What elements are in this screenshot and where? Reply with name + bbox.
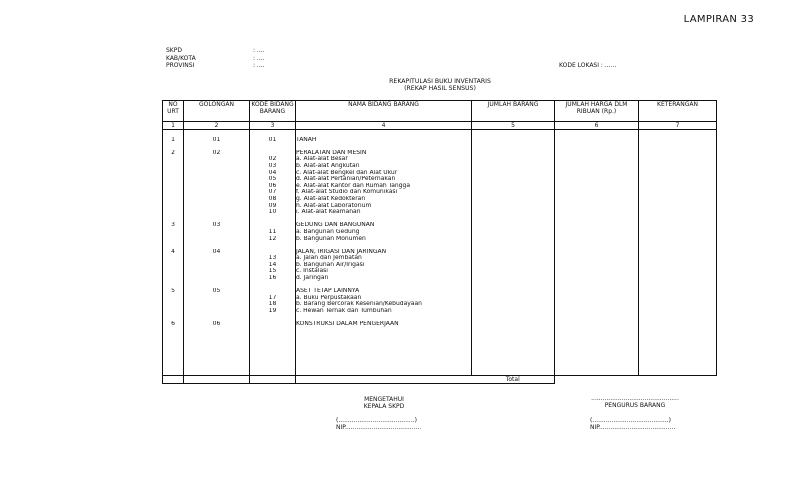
table-row-no <box>163 268 183 275</box>
table-row-nama: f. Alat-alat Studio dan Komunikasi <box>296 189 398 196</box>
table-row-gol <box>184 236 249 243</box>
table-row-no <box>163 156 183 163</box>
table-row-kode <box>250 315 295 322</box>
sig-left-name: (........................................) <box>336 417 417 424</box>
jumlah-harga-cell <box>555 130 639 376</box>
table-row-nama: ASET TETAP LAINNYA <box>296 288 360 295</box>
table-row-kode: 03 <box>268 162 277 169</box>
col-number: 6 <box>555 122 639 130</box>
table-row-no <box>163 216 183 223</box>
kode-lokasi: KODE LOKASI : ...... <box>559 62 617 69</box>
table-row-kode: 18 <box>268 301 277 308</box>
table-row-nama: e. Alat-alat Kantor dan Rumah Tangga <box>296 182 411 189</box>
lampiran-label: LAMPIRAN 33 <box>683 14 754 25</box>
table-row-kode: 11 <box>268 228 277 235</box>
table-row-kode: 02 <box>268 156 277 163</box>
table-row-gol <box>184 130 249 137</box>
table-row-nama <box>296 143 471 150</box>
table-row-no: 2 <box>171 149 175 156</box>
table-row-kode: 13 <box>268 255 277 262</box>
table-row-kode: 01 <box>268 136 277 143</box>
table-row-kode <box>250 282 295 289</box>
table-row-nama <box>296 315 471 322</box>
table-row-nama: TANAH <box>296 136 317 143</box>
table-row-no: 4 <box>171 248 175 255</box>
table-row-nama <box>296 282 471 289</box>
table-row-kode <box>250 222 295 229</box>
sig-left-line1: MENGETAHUI <box>364 396 404 403</box>
table-row-kode: 14 <box>268 261 277 268</box>
table-row-gol <box>184 143 249 150</box>
signature-right <box>575 395 695 409</box>
table-row-kode: 09 <box>268 202 277 209</box>
table-row-gol <box>184 308 249 315</box>
table-row-gol <box>184 163 249 170</box>
table-row-no <box>163 163 183 170</box>
table-row-no <box>163 315 183 322</box>
table-row-gol: 05 <box>212 288 221 295</box>
table-row-gol <box>184 156 249 163</box>
col-number: 2 <box>184 122 250 130</box>
table-row-gol <box>184 268 249 275</box>
table-row-nama: d. Jaringan <box>296 275 329 282</box>
table-row-gol <box>184 229 249 236</box>
signature-left <box>324 396 444 410</box>
table-row-nama: GEDUNG DAN BANGUNAN <box>296 222 375 229</box>
table-row-nama: b. Alat-alat Angkutan <box>296 162 360 169</box>
table-row-gol <box>184 170 249 177</box>
table-row-gol <box>184 301 249 308</box>
header-values <box>253 47 265 70</box>
total-row <box>163 376 717 384</box>
table-row-no <box>163 262 183 269</box>
table-row-kode: 06 <box>268 182 277 189</box>
table-row-no: 1 <box>171 136 175 143</box>
table-row-no <box>163 242 183 249</box>
col-number: 4 <box>296 122 472 130</box>
field-label-skpd: SKPD <box>166 47 182 54</box>
table-row-nama <box>296 130 471 137</box>
table-row-nama: g. Alat-alat Kedokteran <box>296 195 366 202</box>
table-row-gol: 04 <box>212 248 221 255</box>
table-row-gol: 02 <box>212 149 221 156</box>
table-row-nama: a. Alat-alat Besar <box>296 156 348 163</box>
table-row-kode: 16 <box>268 275 277 282</box>
table-row-no <box>163 255 183 262</box>
total-label: Total <box>472 376 555 384</box>
table-row-kode: 04 <box>268 169 277 176</box>
table-row-gol <box>184 242 249 249</box>
keterangan-cell <box>639 130 717 376</box>
table-row-no: 6 <box>171 321 175 328</box>
signature-left-name <box>336 417 421 431</box>
table-row-kode: 05 <box>268 176 277 183</box>
document-subtitle: (REKAP HASIL SENSUS) <box>404 85 476 92</box>
table-row-nama: c. Hewan Ternak dan Tumbuhan <box>296 308 392 315</box>
table-row-no <box>163 295 183 302</box>
col-header-nama: NAMA BIDANG BARANG <box>296 101 472 122</box>
table-row-nama: b. Barang Bercorak Kesenian/Kebudayaan <box>296 301 422 308</box>
col-number: 7 <box>639 122 717 130</box>
table-row-nama: i. Alat-alat Keamanan <box>296 209 361 216</box>
sig-left-nip: NIP........................................ <box>336 424 422 431</box>
table-row-gol: 01 <box>212 136 221 143</box>
table-row-gol <box>184 176 249 183</box>
col-number: 1 <box>163 122 184 130</box>
table-row-nama: KONSTRUKSI DALAM PENGERJAAN <box>296 321 399 328</box>
inventory-table <box>162 100 717 384</box>
sig-right-line2: PENGURUS BARANG <box>604 402 666 409</box>
col-header-golongan: GOLONGAN <box>184 101 250 122</box>
table-row-nama: PERALATAN DAN MESIN <box>296 149 367 156</box>
table-row-no <box>163 143 183 150</box>
table-row-gol <box>184 196 249 203</box>
table-row-no: 5 <box>171 288 175 295</box>
table-row-no <box>163 130 183 137</box>
table-row-gol <box>184 209 249 216</box>
table-row-kode: 17 <box>268 294 277 301</box>
table-row-no <box>163 209 183 216</box>
sig-right-nip: NIP........................................ <box>590 424 676 431</box>
col-number: 5 <box>472 122 555 130</box>
table-row-nama: d. Alat-alat Pertanian/Peternakan <box>296 176 396 183</box>
table-row-kode: 10 <box>268 209 277 216</box>
header-labels <box>166 47 196 70</box>
table-row-nama <box>296 216 471 223</box>
col-number: 3 <box>250 122 296 130</box>
table-row-gol <box>184 255 249 262</box>
table-row-no <box>163 236 183 243</box>
table-row-kode <box>250 249 295 256</box>
table-row-kode: 19 <box>268 308 277 315</box>
table-row-gol <box>184 282 249 289</box>
table-row-no <box>163 282 183 289</box>
table-row-nama: h. Alat-alat Laboratorium <box>296 202 372 209</box>
table-row-kode <box>250 150 295 157</box>
field-value-kabkota: : .... <box>253 54 265 62</box>
table-row-no <box>163 189 183 196</box>
table-row-kode <box>250 216 295 223</box>
kode-column-cell <box>250 130 296 376</box>
table-row-kode <box>250 130 295 137</box>
col-header-jumlah-barang: JUMLAH BARANG <box>472 101 555 122</box>
table-row-gol <box>184 315 249 322</box>
table-row-gol <box>184 295 249 302</box>
table-row-nama: b. Bangunan Monumen <box>296 235 366 242</box>
golongan-column-cell <box>184 130 250 376</box>
table-row-gol <box>184 216 249 223</box>
table-row-no: 3 <box>171 222 175 229</box>
table-row-nama <box>296 242 471 249</box>
table-row-gol <box>184 203 249 210</box>
sig-right-line1: .............................................. <box>591 395 679 402</box>
table-row-kode <box>250 242 295 249</box>
table-row-no <box>163 301 183 308</box>
table-row-no <box>163 275 183 282</box>
table-row-gol: 06 <box>212 321 221 328</box>
table-row-nama: a. Buku Perpustakaan <box>296 294 362 301</box>
table-row-kode <box>250 288 295 295</box>
table-row-nama: a. Bangunan Gedung <box>296 228 360 235</box>
document-title: REKAPITULASI BUKU INVENTARIS <box>389 78 491 85</box>
table-row-no <box>163 308 183 315</box>
table-body-row <box>163 130 717 376</box>
jumlah-barang-cell <box>472 130 555 376</box>
sig-right-name: (........................................) <box>590 417 671 424</box>
table-row-no <box>163 203 183 210</box>
field-value-skpd: : .... <box>253 47 265 54</box>
table-row-kode: 12 <box>268 235 277 242</box>
table-row-nama: c. Instalasi <box>296 268 328 275</box>
table-row-gol <box>184 183 249 190</box>
table-row-nama: c. Alat-alat Bengkel dan Alat Ukur <box>296 169 398 176</box>
table-row-kode: 08 <box>268 195 277 202</box>
table-row-gol <box>184 275 249 282</box>
col-header-no: NO URT <box>163 101 184 122</box>
no-column-cell <box>163 130 184 376</box>
table-row-no <box>163 176 183 183</box>
nama-column-cell <box>296 130 472 376</box>
table-row-kode <box>250 143 295 150</box>
table-row-no <box>163 170 183 177</box>
field-value-provinsi: : .... <box>253 62 265 69</box>
table-row-kode <box>250 321 295 328</box>
col-header-jumlah-harga: JUMLAH HARGA DLM RIBUAN (Rp.) <box>555 101 639 122</box>
table-row-gol <box>184 189 249 196</box>
signature-right-name <box>590 417 675 431</box>
table-row-kode: 07 <box>268 189 277 196</box>
col-header-kode: KODE BIDANG BARANG <box>250 101 296 122</box>
table-row-nama: a. Jalan dan Jembatan <box>296 255 362 262</box>
field-label-kabkota: KAB/KOTA <box>166 54 196 62</box>
col-header-keterangan: KETERANGAN <box>639 101 717 122</box>
table-row-no <box>163 183 183 190</box>
table-row-nama: JALAN, IRIGASI DAN JARINGAN <box>296 248 387 255</box>
table-row-gol: 03 <box>212 222 221 229</box>
table-row-nama: b. Bangunan Air/Irigasi <box>296 261 365 268</box>
sig-left-line2: KEPALA SKPD <box>363 403 405 410</box>
table-row-no <box>163 229 183 236</box>
table-row-gol <box>184 262 249 269</box>
table-row-kode: 15 <box>268 268 277 275</box>
table-row-no <box>163 196 183 203</box>
field-label-provinsi: PROVINSI <box>166 62 195 69</box>
